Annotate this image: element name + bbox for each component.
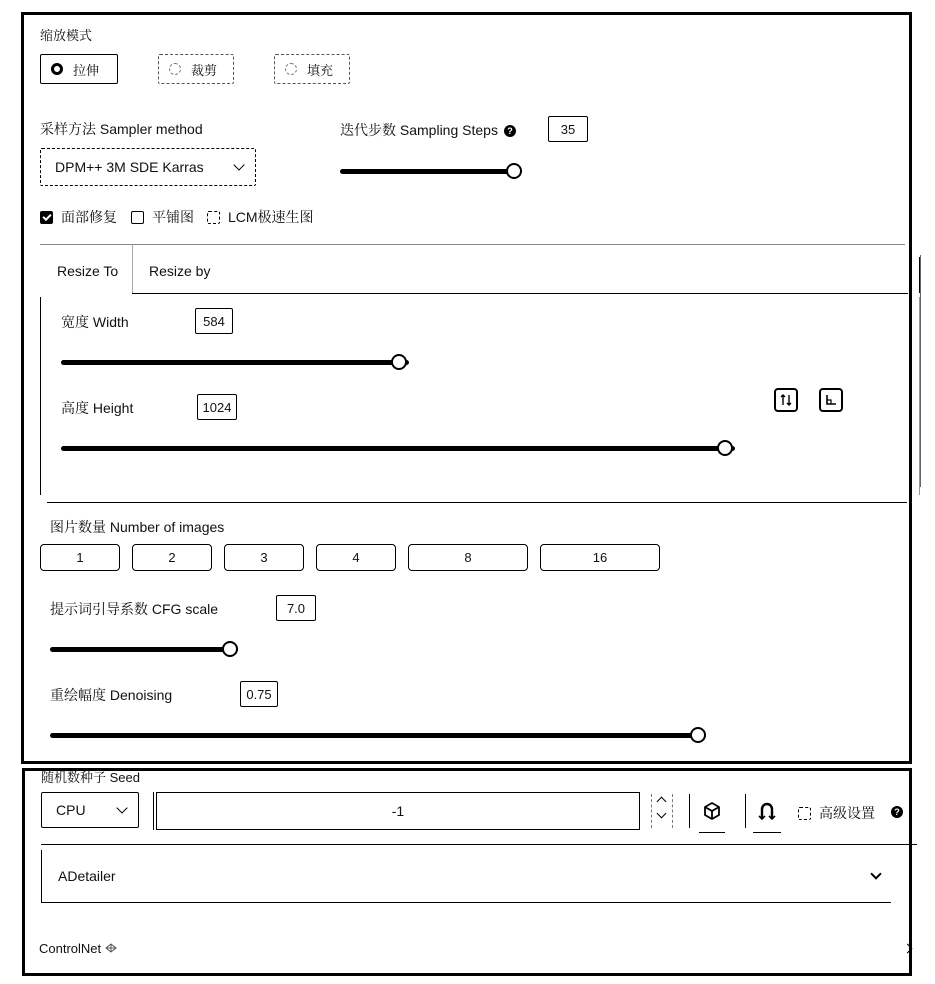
slider-thumb[interactable] — [690, 727, 706, 743]
controlnet-accordion[interactable] — [25, 933, 913, 963]
width-input[interactable]: 584 — [195, 308, 233, 334]
seed-device-value: CPU — [56, 802, 86, 818]
height-label: 高度 Height — [61, 400, 134, 416]
resize-mode-crop-label: 裁剪 — [191, 62, 218, 78]
chevron-down-icon[interactable] — [657, 809, 667, 819]
page-scrollbar-track[interactable] — [920, 255, 921, 487]
checkbox-unchecked-icon[interactable] — [798, 807, 811, 820]
denoise-slider[interactable] — [50, 727, 706, 743]
slider-track — [61, 446, 735, 451]
slider-track — [61, 360, 409, 365]
slider-track — [50, 647, 238, 652]
chevron-down-icon — [233, 159, 244, 170]
slider-track — [50, 733, 706, 738]
help-icon[interactable]: ? — [504, 125, 516, 137]
tabs-top-divider — [40, 244, 905, 245]
controlnet-title — [39, 941, 118, 956]
num-images-option-2[interactable]: 2 — [132, 544, 212, 571]
steps-input[interactable]: 35 — [548, 116, 588, 142]
radio-unselected-icon — [285, 63, 297, 75]
resize-mode-crop[interactable] — [158, 54, 234, 84]
seed-stepper[interactable] — [651, 794, 673, 828]
toolbar-separator — [689, 794, 690, 828]
tab-resize-by[interactable]: Resize by — [149, 263, 211, 279]
num-images-option-8[interactable]: 8 — [408, 544, 528, 571]
resize-mode-stretch-label: 拉伸 — [73, 62, 100, 78]
seed-device-select[interactable] — [41, 792, 139, 828]
denoise-label: 重绘幅度 Denoising — [50, 687, 173, 703]
tiling-label: 平铺图 — [152, 209, 194, 225]
checkbox-checked-icon[interactable] — [40, 211, 53, 224]
adetailer-bottom-divider — [41, 902, 891, 903]
tab-separator — [132, 245, 133, 293]
tab-resize-to[interactable]: Resize To — [57, 263, 119, 279]
chevron-down-icon — [870, 868, 881, 879]
seed-input[interactable] — [156, 792, 640, 830]
height-slider[interactable] — [61, 440, 735, 456]
chevron-up-icon[interactable] — [657, 797, 667, 807]
face-restore-checkbox[interactable] — [40, 207, 117, 227]
seed-field-left-border — [153, 792, 154, 830]
steps-label-text: 迭代步数 Sampling Steps — [340, 122, 498, 138]
tabs-bottom-divider — [132, 293, 908, 294]
num-images-option-1[interactable]: 1 — [40, 544, 120, 571]
num-images-label: 图片数量 Number of images — [50, 519, 225, 535]
lcm-label: LCM极速生图 — [228, 209, 314, 225]
slider-thumb[interactable] — [506, 163, 522, 179]
seed-label: 随机数种子 Seed — [41, 770, 140, 785]
lcm-checkbox[interactable] — [207, 207, 314, 227]
recycle-underline — [753, 832, 781, 833]
tab-content-left-border — [40, 297, 41, 495]
reuse-seed-icon — [757, 800, 777, 822]
width-label: 宽度 Width — [61, 314, 129, 330]
chevron-right-icon — [903, 943, 913, 953]
radio-selected-icon — [51, 63, 63, 75]
resize-mode-fill[interactable] — [274, 54, 350, 84]
sampler-select[interactable] — [40, 148, 256, 186]
num-images-option-16[interactable]: 16 — [540, 544, 660, 571]
slider-thumb[interactable] — [391, 354, 407, 370]
recycle-icon[interactable] — [751, 794, 783, 842]
cfg-label: 提示词引导系数 CFG scale — [50, 601, 219, 617]
generation-settings-panel — [21, 12, 912, 764]
controlnet-label: ControlNet — [39, 940, 102, 956]
steps-label — [340, 120, 516, 140]
resize-mode-stretch[interactable] — [40, 54, 118, 84]
resize-mode-fill-label: 填充 — [307, 62, 334, 78]
help-icon[interactable]: ? — [891, 806, 903, 818]
width-slider[interactable] — [61, 354, 409, 370]
advanced-seed-checkbox[interactable] — [798, 803, 875, 823]
adetailer-accordion[interactable] — [42, 850, 890, 902]
num-images-option-3[interactable]: 3 — [224, 544, 304, 571]
slider-thumb[interactable] — [222, 641, 238, 657]
sampler-value: DPM++ 3M SDE Karras — [55, 159, 204, 175]
seed-value: -1 — [391, 803, 405, 819]
radio-unselected-icon — [169, 63, 181, 75]
cube-icon — [702, 801, 722, 821]
height-input[interactable]: 1024 — [197, 394, 237, 420]
adetailer-top-divider — [41, 844, 917, 845]
denoise-input[interactable]: 0.75 — [240, 681, 278, 707]
advanced-seed-label: 高级设置 — [819, 805, 875, 821]
tab-content-bottom-divider — [47, 502, 907, 503]
controlnet-logo-icon — [104, 942, 118, 954]
num-images-option-4[interactable]: 4 — [316, 544, 396, 571]
face-restore-label: 面部修复 — [61, 209, 117, 225]
adetailer-label: ADetailer — [58, 868, 116, 884]
resize-mode-label: 缩放模式 — [40, 28, 93, 43]
slider-thumb[interactable] — [717, 440, 733, 456]
toolbar-separator — [745, 794, 746, 828]
seed-and-extensions-panel — [22, 768, 912, 976]
swap-dimensions-icon[interactable] — [774, 388, 798, 412]
tiling-checkbox[interactable] — [131, 207, 194, 227]
cfg-input[interactable]: 7.0 — [276, 595, 316, 621]
cfg-slider[interactable] — [50, 641, 238, 657]
checkbox-unchecked-icon[interactable] — [131, 211, 144, 224]
swap-arrows-icon — [779, 393, 793, 407]
dice-icon[interactable] — [697, 794, 727, 842]
chevron-down-icon — [116, 802, 127, 813]
ruler-corner-icon — [824, 393, 838, 407]
checkbox-unchecked-icon[interactable] — [207, 211, 220, 224]
dice-underline — [699, 832, 725, 833]
slider-track — [340, 169, 522, 174]
aspect-ratio-icon[interactable] — [819, 388, 843, 412]
sampler-label: 采样方法 Sampler method — [40, 121, 203, 137]
steps-slider[interactable] — [340, 163, 522, 179]
